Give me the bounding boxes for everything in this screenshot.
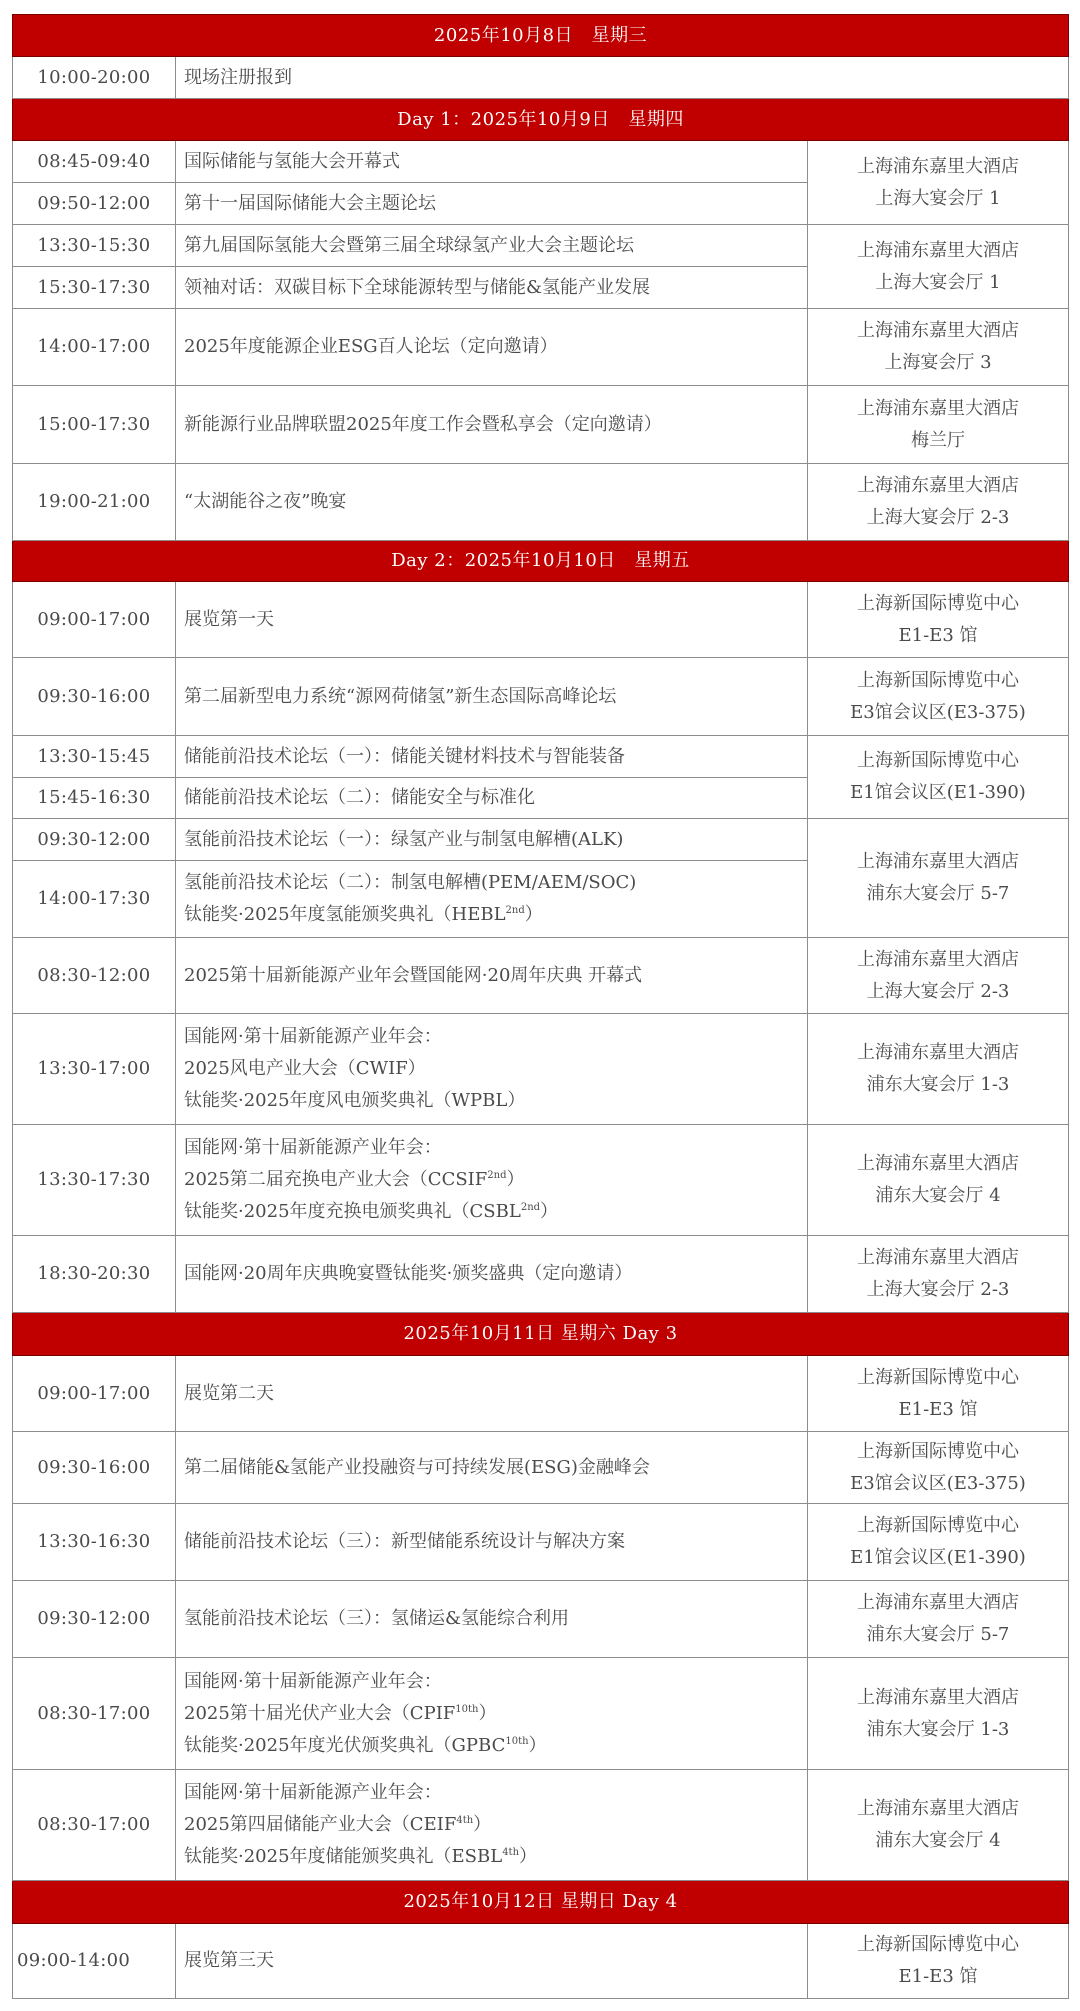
hall-line: 上海大宴会厅 2-3 bbox=[866, 980, 1010, 1002]
event-text: 钛能奖·2025年度氢能颁奖典礼（HEBL bbox=[184, 904, 506, 925]
hall-line: 浦东大宴会厅 4 bbox=[875, 1830, 1001, 1851]
location-cell bbox=[808, 1581, 1069, 1658]
event-text-tail: ） bbox=[524, 904, 543, 925]
event-cell bbox=[176, 183, 808, 225]
event-cell bbox=[176, 1658, 808, 1770]
schedule-row bbox=[13, 1581, 1069, 1658]
hall-line: 浦东大宴会厅 1-3 bbox=[866, 1074, 1010, 1095]
day-header bbox=[13, 541, 1069, 582]
event-line: 钛能奖·2025年度风电颁奖典礼（WPBL） bbox=[184, 1090, 526, 1111]
event-line bbox=[184, 1730, 807, 1762]
location-cell bbox=[808, 819, 1069, 938]
location-cell bbox=[808, 386, 1069, 464]
schedule-row bbox=[13, 819, 1069, 861]
event-cell bbox=[176, 1236, 808, 1313]
schedule-row bbox=[13, 309, 1069, 386]
schedule-row bbox=[13, 1504, 1069, 1581]
venue-line: 上海新国际博览中心 bbox=[857, 1515, 1019, 1536]
event-cell bbox=[176, 1014, 808, 1125]
event-line bbox=[184, 1809, 807, 1841]
hall-line: E3馆会议区(E3-375) bbox=[850, 701, 1026, 723]
venue-line: 上海新国际博览中心 bbox=[857, 1440, 1019, 1462]
event-line: “太湖能谷之夜”晚宴 bbox=[184, 491, 347, 512]
schedule-row bbox=[13, 736, 1069, 778]
venue-line: 上海新国际博览中心 bbox=[857, 1934, 1019, 1955]
schedule-row bbox=[13, 1658, 1069, 1770]
event-line: 国能网·第十届新能源产业年会： bbox=[184, 1137, 442, 1158]
event-cell bbox=[176, 582, 808, 658]
venue-line: 上海浦东嘉里大酒店 bbox=[857, 1042, 1019, 1063]
time-cell: 13:30-15:30 bbox=[13, 225, 176, 267]
event-cell bbox=[176, 57, 1069, 99]
event-cell bbox=[176, 141, 808, 183]
hall-line: 上海大宴会厅 1 bbox=[875, 187, 1001, 209]
schedule-row bbox=[13, 464, 1069, 541]
event-text: 钛能奖·2025年度光伏颁奖典礼（GPBC bbox=[184, 1734, 506, 1756]
schedule-row bbox=[13, 1356, 1069, 1432]
schedule-row bbox=[13, 658, 1069, 736]
event-cell bbox=[176, 309, 808, 386]
time-cell: 13:30-17:00 bbox=[13, 1014, 176, 1125]
time-cell: 15:45-16:30 bbox=[13, 778, 176, 819]
event-text-tail: ） bbox=[528, 1734, 547, 1756]
venue-line: 上海浦东嘉里大酒店 bbox=[857, 1247, 1019, 1268]
day-header-text: 2025年10月12日 星期日 Day 4 bbox=[13, 1881, 1069, 1924]
hall-line: E1馆会议区(E1-390) bbox=[850, 1547, 1026, 1568]
event-cell bbox=[176, 736, 808, 778]
event-line: 新能源行业品牌联盟2025年度工作会暨私享会（定向邀请） bbox=[184, 413, 662, 435]
day-header-text: Day 2：2025年10月10日 星期五 bbox=[13, 541, 1069, 582]
hall-line: E1馆会议区(E1-390) bbox=[850, 782, 1026, 803]
event-line: 储能前沿技术论坛（一）：储能关键材料技术与智能装备 bbox=[184, 745, 625, 767]
event-text-tail: ） bbox=[478, 1702, 497, 1724]
location-cell bbox=[808, 736, 1069, 819]
edition-superscript: 10th bbox=[455, 1703, 479, 1715]
hall-line: 浦东大宴会厅 1-3 bbox=[866, 1718, 1010, 1740]
location-cell bbox=[808, 225, 1069, 309]
venue-line: 上海浦东嘉里大酒店 bbox=[857, 239, 1019, 261]
event-line: 展览第三天 bbox=[184, 1950, 274, 1971]
event-cell bbox=[176, 225, 808, 267]
event-cell bbox=[176, 938, 808, 1014]
location-cell bbox=[808, 658, 1069, 736]
day-header bbox=[13, 15, 1069, 57]
venue-line: 上海新国际博览中心 bbox=[857, 1366, 1019, 1388]
time-cell: 09:30-12:00 bbox=[13, 819, 176, 861]
time-cell: 15:00-17:30 bbox=[13, 386, 176, 464]
day-header-text: 2025年10月11日 星期六 Day 3 bbox=[13, 1313, 1069, 1356]
event-line bbox=[184, 1841, 807, 1873]
venue-line: 上海浦东嘉里大酒店 bbox=[857, 851, 1019, 872]
event-cell bbox=[176, 1125, 808, 1236]
location-cell bbox=[808, 309, 1069, 386]
event-line: 国能网·第十届新能源产业年会： bbox=[184, 1670, 442, 1692]
location-cell bbox=[808, 1432, 1069, 1504]
event-line: 第九届国际氢能大会暨第三届全球绿氢产业大会主题论坛 bbox=[184, 234, 634, 256]
venue-line: 上海新国际博览中心 bbox=[857, 750, 1019, 771]
time-cell: 09:00-17:00 bbox=[13, 1356, 176, 1432]
time-cell: 13:30-16:30 bbox=[13, 1504, 176, 1581]
venue-line: 上海浦东嘉里大酒店 bbox=[857, 1686, 1019, 1708]
schedule-row bbox=[13, 1432, 1069, 1504]
time-cell: 13:30-15:45 bbox=[13, 736, 176, 778]
schedule-row bbox=[13, 1924, 1069, 1999]
event-line bbox=[184, 1698, 807, 1730]
hall-line: E1-E3 馆 bbox=[898, 1398, 978, 1420]
event-line: 2025第十届新能源产业年会暨国能网·20周年庆典 开幕式 bbox=[184, 964, 643, 986]
event-line bbox=[184, 899, 807, 931]
event-line: 2025年度能源企业ESG百人论坛（定向邀请） bbox=[184, 336, 558, 357]
schedule-row bbox=[13, 386, 1069, 464]
event-text: 钛能奖·2025年度充换电颁奖典礼（CSBL bbox=[184, 1201, 521, 1222]
hall-line: E1-E3 馆 bbox=[898, 624, 978, 646]
time-cell: 09:50-12:00 bbox=[13, 183, 176, 225]
day-header bbox=[13, 99, 1069, 141]
event-line: 第二届储能&氢能产业投融资与可持续发展(ESG)金融峰会 bbox=[184, 1456, 650, 1478]
day-header bbox=[13, 1313, 1069, 1356]
event-text-tail: ） bbox=[473, 1814, 492, 1835]
location-cell bbox=[808, 1014, 1069, 1125]
hall-line: 梅兰厅 bbox=[911, 429, 965, 451]
venue-line: 上海新国际博览中心 bbox=[857, 669, 1019, 691]
schedule-row bbox=[13, 225, 1069, 267]
event-text: 2025第四届储能产业大会（CEIF bbox=[184, 1814, 457, 1835]
location-cell bbox=[808, 1658, 1069, 1770]
schedule-row bbox=[13, 57, 1069, 99]
event-cell bbox=[176, 386, 808, 464]
time-cell: 10:00-20:00 bbox=[13, 57, 176, 99]
location-cell bbox=[808, 938, 1069, 1014]
hall-line: 上海大宴会厅 2-3 bbox=[866, 507, 1010, 528]
time-cell: 08:30-17:00 bbox=[13, 1658, 176, 1770]
time-cell: 08:45-09:40 bbox=[13, 141, 176, 183]
event-line: 国际储能与氢能大会开幕式 bbox=[184, 150, 400, 172]
event-line: 储能前沿技术论坛（三）：新型储能系统设计与解决方案 bbox=[184, 1531, 625, 1552]
time-cell: 15:30-17:30 bbox=[13, 267, 176, 309]
venue-line: 上海浦东嘉里大酒店 bbox=[857, 948, 1019, 970]
venue-line: 上海浦东嘉里大酒店 bbox=[857, 1592, 1019, 1613]
event-cell bbox=[176, 1504, 808, 1581]
hall-line: 浦东大宴会厅 5-7 bbox=[866, 883, 1010, 904]
time-cell: 19:00-21:00 bbox=[13, 464, 176, 541]
venue-line: 上海浦东嘉里大酒店 bbox=[857, 397, 1019, 419]
location-cell bbox=[808, 1236, 1069, 1313]
event-text-tail: ） bbox=[540, 1201, 559, 1222]
event-text-tail: ） bbox=[519, 1846, 538, 1867]
time-cell: 08:30-12:00 bbox=[13, 938, 176, 1014]
venue-line: 上海浦东嘉里大酒店 bbox=[857, 1798, 1019, 1819]
event-line: 2025风电产业大会（CWIF） bbox=[184, 1058, 426, 1079]
event-cell bbox=[176, 267, 808, 309]
edition-superscript: 4th bbox=[502, 1847, 520, 1858]
event-line bbox=[184, 1196, 807, 1228]
event-line: 氢能前沿技术论坛（一）：绿氢产业与制氢电解槽(ALK) bbox=[184, 828, 624, 850]
schedule-row bbox=[13, 1014, 1069, 1125]
location-cell bbox=[808, 464, 1069, 541]
event-cell bbox=[176, 658, 808, 736]
day-header bbox=[13, 1881, 1069, 1924]
event-cell bbox=[176, 464, 808, 541]
event-line: 第二届新型电力系统“源网荷储氢”新生态国际高峰论坛 bbox=[184, 685, 617, 707]
hall-line: 上海宴会厅 3 bbox=[884, 352, 992, 373]
time-cell: 09:00-17:00 bbox=[13, 582, 176, 658]
hall-line: E3馆会议区(E3-375) bbox=[850, 1472, 1026, 1494]
event-text: 2025第二届充换电产业大会（CCSIF bbox=[184, 1169, 488, 1190]
hall-line: 上海大宴会厅 2-3 bbox=[866, 1279, 1010, 1300]
location-cell bbox=[808, 1924, 1069, 1999]
event-line: 领袖对话：双碳目标下全球能源转型与储能&氢能产业发展 bbox=[184, 276, 651, 298]
event-line: 第十一届国际储能大会主题论坛 bbox=[184, 192, 436, 214]
day-header-text: Day 1：2025年10月9日 星期四 bbox=[13, 99, 1069, 141]
time-cell: 08:30-17:00 bbox=[13, 1770, 176, 1881]
location-cell bbox=[808, 1125, 1069, 1236]
event-line: 展览第二天 bbox=[184, 1382, 274, 1404]
time-cell: 09:00-14:00 bbox=[13, 1924, 176, 1999]
event-line: 氢能前沿技术论坛（三）：氢储运&氢能综合利用 bbox=[184, 1608, 570, 1629]
edition-superscript: 2nd bbox=[520, 1202, 541, 1213]
event-cell bbox=[176, 1770, 808, 1881]
location-cell bbox=[808, 1770, 1069, 1881]
time-cell: 09:30-16:00 bbox=[13, 658, 176, 736]
event-line: 储能前沿技术论坛（二）：储能安全与标准化 bbox=[184, 787, 535, 808]
time-cell: 14:00-17:00 bbox=[13, 309, 176, 386]
event-cell bbox=[176, 1356, 808, 1432]
venue-line: 上海浦东嘉里大酒店 bbox=[857, 1153, 1019, 1174]
event-text: 2025第十届光伏产业大会（CPIF bbox=[184, 1702, 456, 1724]
event-line bbox=[184, 1164, 807, 1196]
event-cell bbox=[176, 1924, 808, 1999]
location-cell bbox=[808, 141, 1069, 225]
schedule-row bbox=[13, 141, 1069, 183]
location-cell bbox=[808, 582, 1069, 658]
edition-superscript: 10th bbox=[505, 1735, 529, 1747]
time-cell: 09:30-12:00 bbox=[13, 1581, 176, 1658]
time-cell: 14:00-17:30 bbox=[13, 861, 176, 938]
hall-line: 浦东大宴会厅 4 bbox=[875, 1185, 1001, 1206]
hall-line: 浦东大宴会厅 5-7 bbox=[866, 1624, 1010, 1645]
schedule-row bbox=[13, 1125, 1069, 1236]
event-cell bbox=[176, 778, 808, 819]
time-cell: 13:30-17:30 bbox=[13, 1125, 176, 1236]
event-line: 氢能前沿技术论坛（二）：制氢电解槽(PEM/AEM/SOC) bbox=[184, 872, 637, 893]
schedule-row bbox=[13, 582, 1069, 658]
event-line: 现场注册报到 bbox=[184, 66, 292, 88]
event-cell bbox=[176, 819, 808, 861]
event-cell bbox=[176, 1432, 808, 1504]
edition-superscript: 4th bbox=[456, 1815, 474, 1826]
hall-line: 上海大宴会厅 1 bbox=[875, 271, 1001, 293]
edition-superscript: 2nd bbox=[487, 1170, 507, 1181]
event-text: 钛能奖·2025年度储能颁奖典礼（ESBL bbox=[184, 1846, 503, 1867]
day-header-text: 2025年10月8日 星期三 bbox=[13, 15, 1069, 57]
edition-superscript: 2nd bbox=[505, 905, 525, 916]
event-text-tail: ） bbox=[506, 1169, 525, 1190]
event-line: 国能网·第十届新能源产业年会： bbox=[184, 1026, 442, 1047]
event-line: 展览第一天 bbox=[184, 608, 274, 630]
event-cell bbox=[176, 1581, 808, 1658]
venue-line: 上海浦东嘉里大酒店 bbox=[857, 320, 1019, 341]
location-cell bbox=[808, 1356, 1069, 1432]
venue-line: 上海浦东嘉里大酒店 bbox=[857, 475, 1019, 496]
schedule-row bbox=[13, 1236, 1069, 1313]
schedule-table bbox=[12, 14, 1069, 1999]
event-cell bbox=[176, 861, 808, 938]
venue-line: 上海浦东嘉里大酒店 bbox=[857, 155, 1019, 177]
location-cell bbox=[808, 1504, 1069, 1581]
venue-line: 上海新国际博览中心 bbox=[857, 592, 1019, 614]
schedule-row bbox=[13, 938, 1069, 1014]
schedule-row bbox=[13, 1770, 1069, 1881]
time-cell: 18:30-20:30 bbox=[13, 1236, 176, 1313]
hall-line: E1-E3 馆 bbox=[898, 1966, 978, 1987]
event-line: 国能网·20周年庆典晚宴暨钛能奖·颁奖盛典（定向邀请） bbox=[184, 1263, 633, 1284]
time-cell: 09:30-16:00 bbox=[13, 1432, 176, 1504]
event-line: 国能网·第十届新能源产业年会： bbox=[184, 1782, 442, 1803]
